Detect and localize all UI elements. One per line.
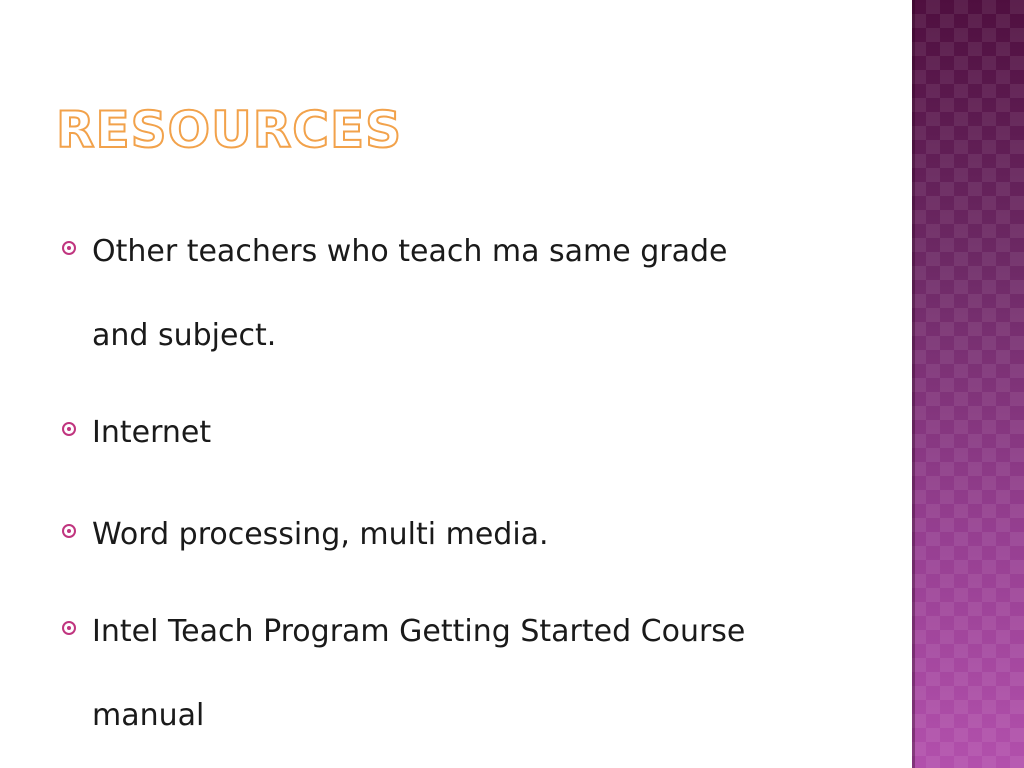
bullet-text-line: and subject. — [92, 318, 277, 353]
list-item — [62, 590, 862, 758]
list-item — [62, 386, 862, 480]
circled-dot-icon — [62, 422, 76, 436]
bullet-text-line: Other teachers who teach ma same grade — [92, 234, 728, 269]
bullet-text-line: Word processing, multi media. — [92, 517, 549, 552]
bullet-text-line: manual — [92, 698, 205, 733]
bullet-list — [62, 210, 862, 766]
list-item — [62, 210, 862, 378]
bullet-text-line: Intel Teach Program Getting Started Course — [92, 614, 746, 649]
decorative-side-band — [912, 0, 1024, 768]
circled-dot-icon — [62, 241, 76, 255]
circled-dot-icon — [62, 524, 76, 538]
circled-dot-icon — [62, 621, 76, 635]
slide-title: RESOURCES — [56, 101, 403, 159]
list-item — [62, 488, 862, 582]
bullet-text-line: Internet — [92, 415, 212, 450]
